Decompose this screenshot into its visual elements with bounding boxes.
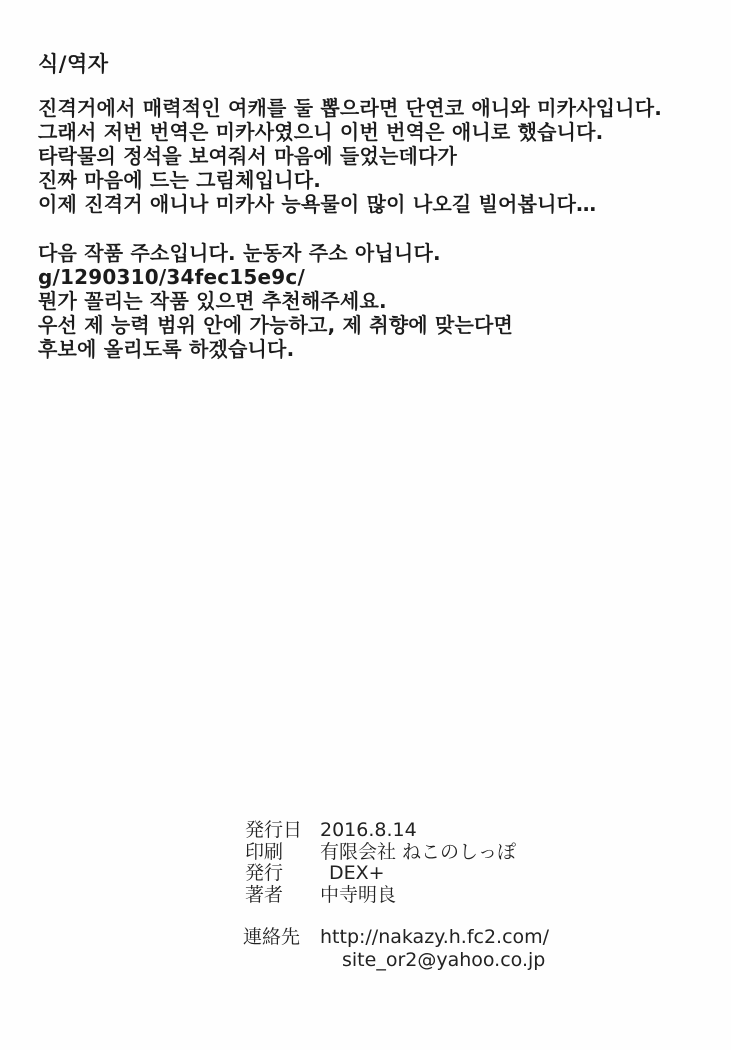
note-line: 그래서 저번 번역은 미카사였으니 이번 번역은 애니로 했습니다. xyxy=(38,120,604,144)
colophon-row-printer xyxy=(245,842,516,864)
translator-note-title: 식/역자 xyxy=(38,52,109,76)
printer-label: 印刷 xyxy=(245,840,284,863)
publisher-value: DEX+ xyxy=(329,862,385,884)
note-line: 뭔가 꼴리는 작품 있으면 추천해주세요. xyxy=(38,289,387,313)
colophon-row-publisher xyxy=(245,863,516,885)
note-line: 진짜 마음에 드는 그림체입니다. xyxy=(38,168,322,192)
colophon-row-publish-date xyxy=(245,820,516,842)
gallery-code-text: g/1290310/34fec15e9c/ xyxy=(38,265,305,289)
note-line: 이제 진격거 애니나 미카사 능욕물이 많이 나오길 빌어봅니다… xyxy=(38,192,597,216)
note-line: 진격거에서 매력적인 여캐를 둘 뽑으라면 단연코 애니와 미카사입니다. xyxy=(38,96,663,120)
publish-date-label: 発行日 xyxy=(245,819,303,841)
note-line: 타락물의 정석을 보여줘서 마음에 들었는데다가 xyxy=(38,144,458,168)
publisher-label: 発行 xyxy=(245,862,284,884)
printer-value: 有限会社 ねこのしっぽ xyxy=(320,840,517,863)
author-label: 著者 xyxy=(245,883,284,906)
publish-date-value: 2016.8.14 xyxy=(320,819,417,841)
note-line: 후보에 올리도록 하겠습니다. xyxy=(38,337,295,361)
contact-row xyxy=(243,926,549,949)
note-line: 우선 제 능력 범위 안에 가능하고, 제 취향에 맞는다면 xyxy=(38,313,514,337)
colophon-row-author xyxy=(245,885,516,907)
note-line: 다음 작품 주소입니다. 눈동자 주소 아닙니다. xyxy=(38,241,441,265)
contact-url-text: http://nakazy.h.fc2.com/ xyxy=(320,926,550,948)
translator-note-paragraph-2 xyxy=(38,241,513,361)
contact-label: 連絡先 xyxy=(243,926,301,948)
contact-email-text: site_or2@yahoo.co.jp xyxy=(342,949,546,971)
translator-note-paragraph-1 xyxy=(38,96,662,216)
publication-colophon xyxy=(245,820,516,906)
author-value: 中寺明良 xyxy=(320,883,397,906)
contact-block xyxy=(243,926,549,972)
